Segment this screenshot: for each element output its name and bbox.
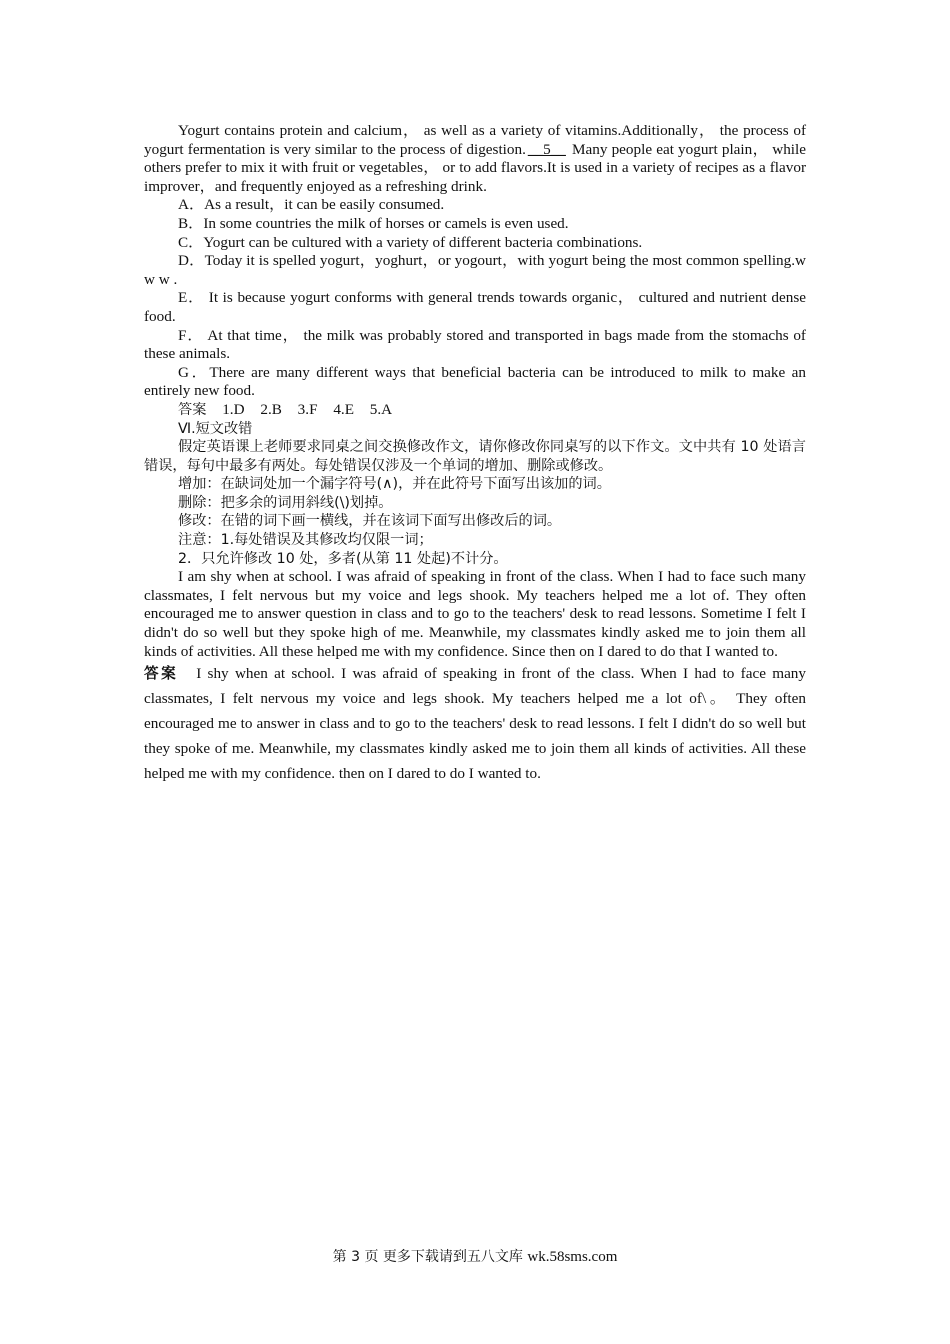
- passage-blank: __5__: [527, 140, 566, 158]
- answer-key: [144, 401, 806, 420]
- answer-item: 3.F: [297, 400, 318, 418]
- essay-text: I am shy when at school. I was afraid of speaking in front of the class. When I had to face such many classmates, I felt nervous but my voice and legs shook. My teachers helped me a lot of. They often encouraged me to answer question in class and to go to the teachers' desk to read lessons. Sometime I felt I didn't do so well but they spoke high of me. Meanwhile, my classmates kindly asked me to join them all kinds of activities. All these helped me with my confidence. Since then on I dared to do that I wanted to.: [144, 568, 806, 660]
- option-f: F． At that time， the milk was probably stored and transported in bags made from the stomachs of these animals.: [144, 326, 806, 363]
- footer-prefix: 第 3 页 更多下载请到五八文库: [332, 1249, 528, 1265]
- answer-key-label: 答案: [178, 401, 207, 418]
- answer-item: 5.A: [369, 400, 393, 418]
- answer-item: 2.B: [260, 400, 282, 418]
- rule-delete: 删除：把多余的词用斜线(\)划掉。: [178, 494, 393, 511]
- correction-answer: [144, 661, 806, 786]
- option-e: E． It is because yogurt conforms with general trends towards organic， cultured and nutrient dense food.: [144, 289, 806, 325]
- section-intro: 假定英语课上老师要求同桌之间交换修改作文，请你修改你同桌写的以下作文。文中共有 10 处语言错误，每句中最多有两处。每处错误仅涉及一个单词的增加、删除或修改。: [144, 439, 806, 474]
- correction-answer-text: I shy when at school. I was afraid of speaking in front of the class. When I had to face many classmates, I felt nervous my voice and legs shook. My teachers helped me a lot of\。 They often encouraged me to answer in class and to go to the teachers' desk to read lessons. I felt I didn't do so well but they spoke of me. Meanwhile, my classmates kindly asked me to join them all kinds of activities. All these helped me with my confidence. then on I dared to do I wanted to.: [144, 665, 806, 783]
- page-footer: [0, 1246, 950, 1266]
- document-page: [144, 122, 806, 786]
- option-c: C．Yogurt can be cultured with a variety of different bacteria combinations.: [178, 233, 643, 251]
- note-2: 2．只允许修改 10 处，多者(从第 11 处起)不计分。: [178, 550, 508, 567]
- correction-answer-label: 答案: [144, 665, 179, 683]
- option-a: A．As a result，it can be easily consumed.: [178, 196, 445, 214]
- section-heading: Ⅵ.短文改错: [178, 420, 253, 437]
- rule-modify: 修改：在错的词下画一横线，并在该词下面写出修改后的词。: [178, 513, 562, 530]
- passage-part2: Many people eat yogurt plain， while others prefer to mix it with fruit or vegetables， or to add flavors.It is used in a variety of recipes as a flavor improver，and frequently enjoyed as a refreshing drink.: [144, 140, 806, 195]
- option-d: D．Today it is spelled yogurt，yoghurt，or yogourt，with yogurt being the most common spelling.w w w .: [144, 252, 806, 288]
- passage-part1: Yogurt contains protein and calcium， as well as a variety of vitamins.Additionally， the process of yogurt fermentation is very similar to the process of digestion.: [144, 122, 806, 158]
- option-g: G．There are many different ways that beneficial bacteria can be introduced to milk to make an entirely new food.: [144, 363, 806, 400]
- footer-site: wk.58sms.com: [527, 1249, 618, 1265]
- rule-add: 增加：在缺词处加一个漏字符号(∧)，并在此符号下面写出该加的词。: [178, 476, 611, 493]
- answer-item: 1.D: [222, 400, 245, 418]
- answer-item: 4.E: [333, 400, 354, 418]
- passage-paragraph: [144, 122, 806, 196]
- option-b: B．In some countries the milk of horses or camels is even used.: [178, 214, 569, 232]
- note-1: 注意：1.每处错误及其修改均仅限一词；: [178, 532, 433, 549]
